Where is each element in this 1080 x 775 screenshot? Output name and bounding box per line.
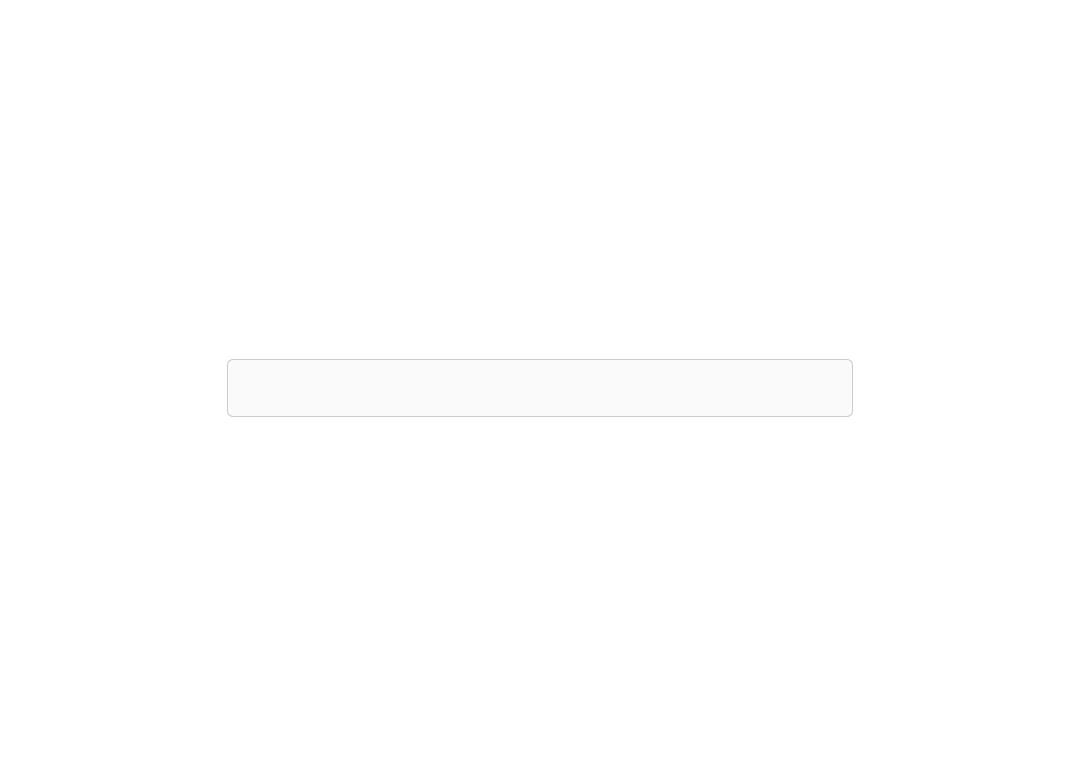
notice	[227, 359, 853, 417]
